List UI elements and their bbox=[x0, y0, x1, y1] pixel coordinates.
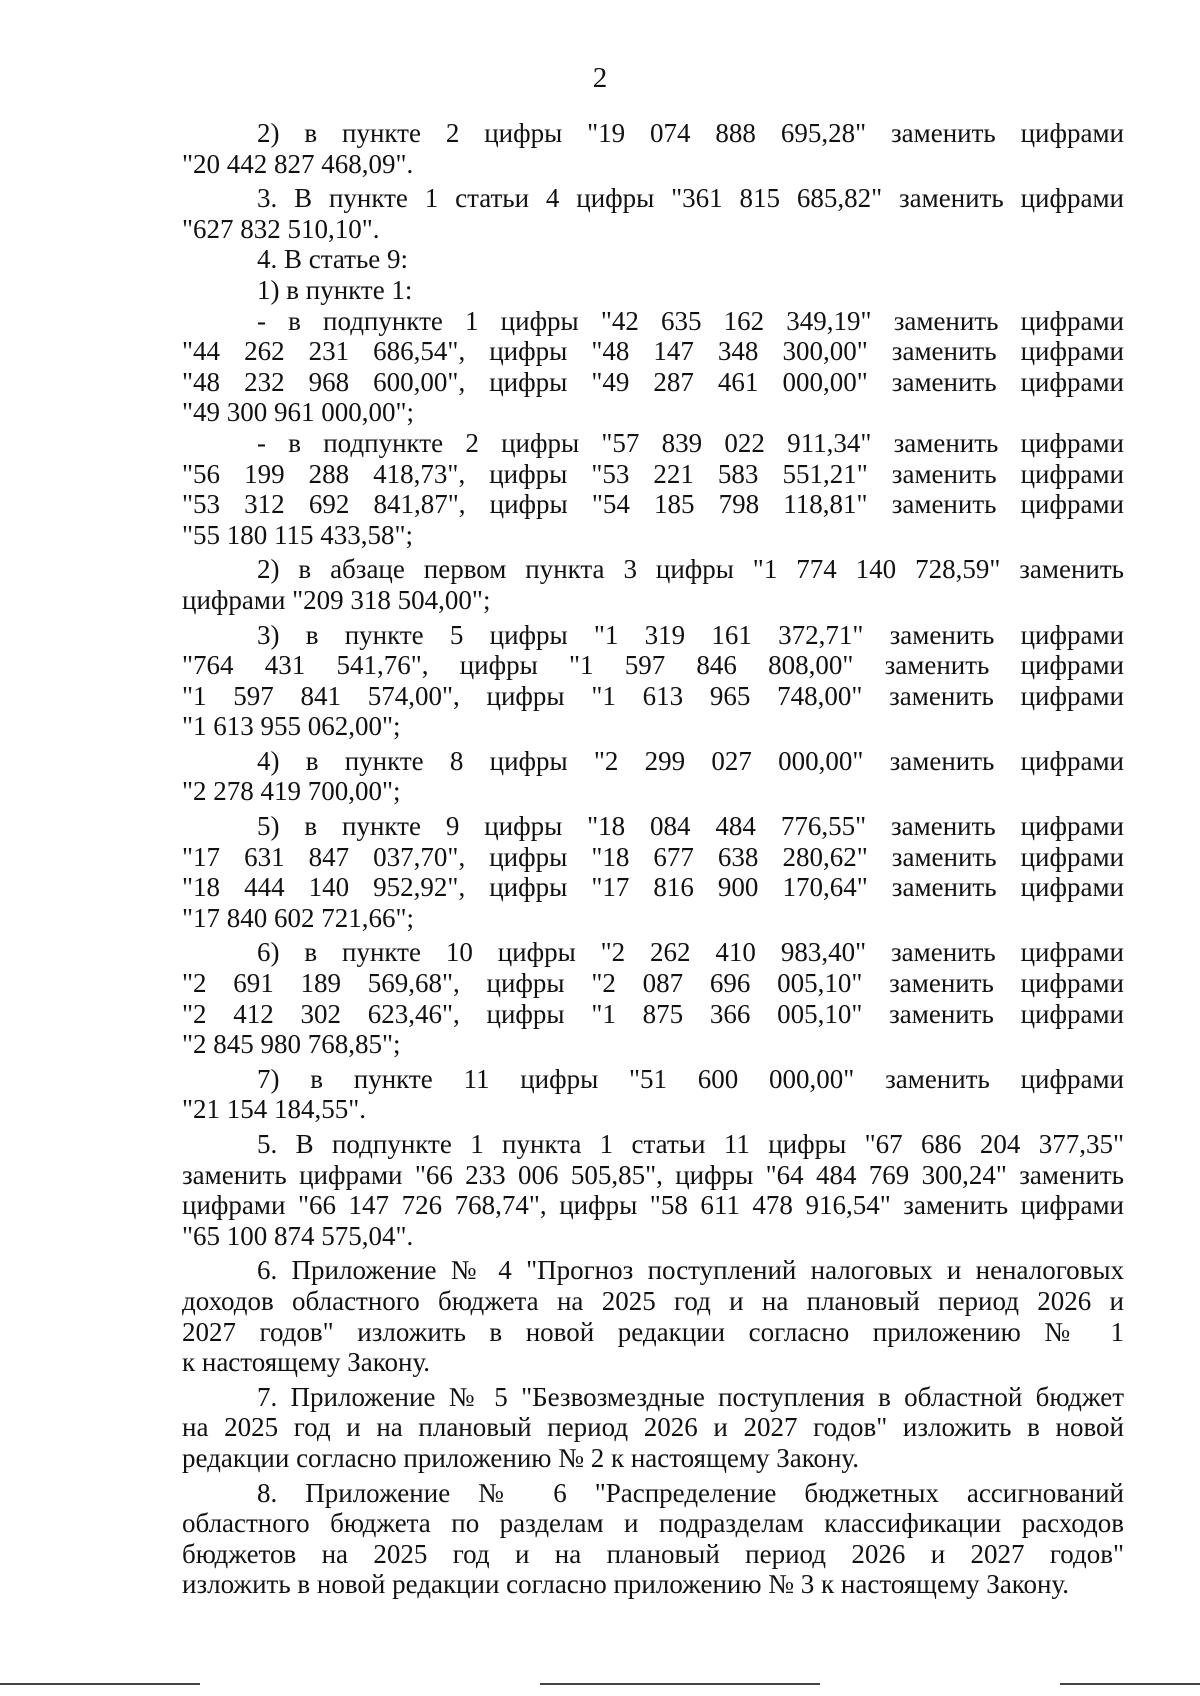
scan-edge-line bbox=[1060, 1683, 1200, 1685]
text-line: "56 199 288 418,73", цифры "53 221 583 551,21" заменить цифрами bbox=[182, 458, 1124, 489]
text-line: 4) в пункте 8 цифры "2 299 027 000,00" заменить цифрами bbox=[257, 745, 1124, 776]
text-line: заменить цифрами "66 233 006 505,85", цифры "64 484 769 300,24" заменить bbox=[182, 1159, 1124, 1190]
page-number: 2 bbox=[592, 62, 608, 94]
text-line: 5. В подпункте 1 пункта 1 статьи 11 цифры "67 686 204 377,35" bbox=[257, 1129, 1124, 1159]
scan-edge-line bbox=[0, 1683, 200, 1685]
text-line: "21 154 184,55". bbox=[182, 1094, 367, 1125]
text-line: 6. Приложение № 4 "Прогноз поступлений налоговых и неналоговых bbox=[257, 1255, 1124, 1286]
text-line: "49 300 961 000,00"; bbox=[182, 397, 415, 428]
text-line: "764 431 541,76", цифры "1 597 846 808,00" заменить цифрами bbox=[182, 650, 1124, 681]
text-line: 5) в пункте 9 цифры "18 084 484 776,55" заменить цифрами bbox=[257, 811, 1124, 842]
text-line: к настоящему Закону. bbox=[182, 1347, 430, 1378]
text-line: 3) в пункте 5 цифры "1 319 161 372,71" заменить цифрами bbox=[257, 619, 1124, 650]
text-line: "20 442 827 468,09". bbox=[182, 148, 414, 179]
text-line: "2 278 419 700,00"; bbox=[182, 776, 401, 807]
text-line: 8. Приложение № 6 "Распределение бюджетных ассигнований bbox=[257, 1477, 1124, 1508]
text-line: изложить в новой редакции согласно приложению № 3 к настоящему Закону. bbox=[182, 1569, 1070, 1600]
text-line: 2) в пункте 2 цифры "19 074 888 695,28" заменить цифрами bbox=[257, 118, 1124, 148]
text-line: "1 613 955 062,00"; bbox=[182, 711, 401, 742]
text-line: "17 631 847 037,70", цифры "18 677 638 280,62" заменить цифрами bbox=[182, 841, 1124, 872]
text-line: цифрами "209 318 504,00"; bbox=[182, 584, 491, 615]
text-line: - в подпункте 2 цифры "57 839 022 911,34" заменить цифрами bbox=[257, 427, 1124, 458]
text-line: 4. В статье 9: bbox=[257, 244, 409, 275]
document-body bbox=[182, 118, 1124, 1600]
text-line: 7) в пункте 11 цифры "51 600 000,00" заменить цифрами bbox=[257, 1063, 1124, 1094]
text-line: 3. В пункте 1 статьи 4 цифры "361 815 685,82" заменить цифрами bbox=[257, 183, 1124, 214]
text-line: "53 312 692 841,87", цифры "54 185 798 118,81" заменить цифрами bbox=[182, 489, 1124, 520]
text-line: 7. Приложение № 5 "Безвозмездные поступления в областной бюджет bbox=[257, 1381, 1124, 1412]
text-line: "2 845 980 768,85"; bbox=[182, 1029, 401, 1060]
text-line: "627 832 510,10". bbox=[182, 213, 380, 244]
text-line: 6) в пункте 10 цифры "2 262 410 983,40" заменить цифрами bbox=[257, 937, 1124, 968]
text-line: 2027 годов" изложить в новой редакции согласно приложению № 1 bbox=[182, 1316, 1124, 1347]
text-line: цифрами "66 147 726 768,74", цифры "58 611 478 916,54" заменить цифрами bbox=[182, 1190, 1124, 1221]
text-line: редакции согласно приложению № 2 к настоящему Закону. bbox=[182, 1442, 859, 1473]
text-line: доходов областного бюджета на 2025 год и на плановый период 2026 и bbox=[182, 1285, 1124, 1316]
text-line: 2) в абзаце первом пункта 3 цифры "1 774 140 728,59" заменить bbox=[257, 554, 1124, 585]
text-line: "2 412 302 623,46", цифры "1 875 366 005,10" заменить цифрами bbox=[182, 998, 1124, 1029]
text-line: - в подпункте 1 цифры "42 635 162 349,19" заменить цифрами bbox=[257, 305, 1124, 336]
scan-edge-line bbox=[540, 1683, 820, 1685]
text-line: "48 232 968 600,00", цифры "49 287 461 000,00" заменить цифрами bbox=[182, 366, 1124, 397]
text-line: "44 262 231 686,54", цифры "48 147 348 300,00" заменить цифрами bbox=[182, 336, 1124, 367]
text-line: на 2025 год и на плановый период 2026 и 2027 годов" изложить в новой bbox=[182, 1412, 1124, 1443]
text-line: "1 597 841 574,00", цифры "1 613 965 748,00" заменить цифрами bbox=[182, 680, 1124, 711]
text-line: "65 100 874 575,04". bbox=[182, 1220, 414, 1251]
text-line: 1) в пункте 1: bbox=[257, 274, 413, 305]
text-line: бюджетов на 2025 год и на плановый период 2026 и 2027 годов" bbox=[182, 1538, 1124, 1569]
text-line: областного бюджета по разделам и подразделам классификации расходов bbox=[182, 1508, 1124, 1539]
text-line: "17 840 602 721,66"; bbox=[182, 902, 415, 933]
text-line: "55 180 115 433,58"; bbox=[182, 519, 414, 550]
text-line: "18 444 140 952,92", цифры "17 816 900 170,64" заменить цифрами bbox=[182, 872, 1124, 903]
text-line: "2 691 189 569,68", цифры "2 087 696 005,10" заменить цифрами bbox=[182, 968, 1124, 999]
